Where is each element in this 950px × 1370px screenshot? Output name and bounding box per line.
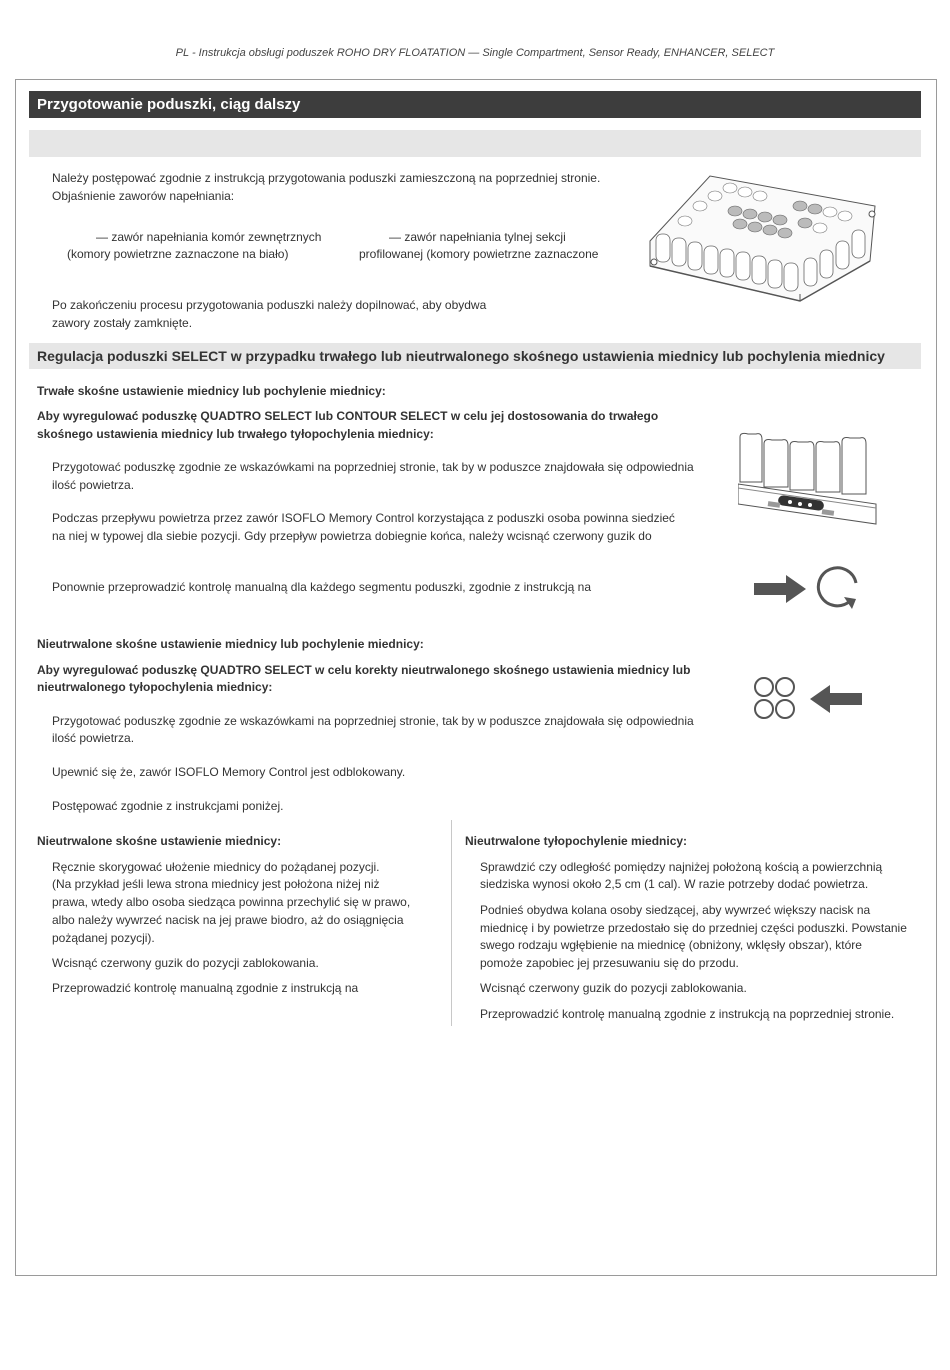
arrow-rotate-icon xyxy=(752,565,864,613)
section-title: Przygotowanie poduszki, ciąg dalszy xyxy=(29,91,921,118)
nonpermanent-heading: Nieutrwalone skośne ustawienie miednicy lub pochylenie miednicy: xyxy=(37,637,424,651)
intro-line-1: Należy postępować zgodnie z instrukcją przygotowania poduszki zamieszczoną na poprzedniej stronie. xyxy=(52,171,601,185)
valve-closeup-icon xyxy=(738,432,878,527)
right-col-p1-1: Sprawdzić czy odległość pomiędzy najniżej położoną kością a powierzchnią xyxy=(480,860,883,874)
right-col-p2-1: Podnieś obydwa kolana osoby siedzącej, aby wywrzeć większy nacisk na xyxy=(480,903,871,917)
intro-line-2: Objaśnienie zaworów napełniania: xyxy=(52,189,235,203)
column-divider xyxy=(451,820,452,1026)
left-col-p2: Wcisnąć czerwony guzik do pozycji zablokowania. xyxy=(52,956,319,970)
page-header: PL - Instrukcja obsługi poduszek ROHO DRY FLOATATION — Single Compartment, Sensor Ready, ENHANCER, SELECT xyxy=(175,47,775,59)
closing-line-2: zawory zostały zamknięte. xyxy=(52,316,193,330)
valve-left-line-1: — zawór napełniania komór zewnętrznych xyxy=(96,230,322,244)
permanent-p3: Ponownie przeprowadzić kontrolę manualną dla każdego segmentu poduszki, zgodnie z instrukcją na xyxy=(52,580,591,594)
right-col-heading: Nieutrwalone tyłopochylenie miednicy: xyxy=(465,834,688,848)
left-col-p1-2: (Na przykład jeśli lewa strona miednicy jest położona niżej niż xyxy=(52,877,380,891)
permanent-p2-2: na niej w typowej dla siebie pozycji. Gdy przepływ powietrza dobiegnie końca, należy wcisnąć czerwony guzik do xyxy=(52,529,652,543)
permanent-heading: Trwałe skośne ustawienie miednicy lub pochylenie miednicy: xyxy=(37,384,386,398)
nonpermanent-p2: Upewnić się że, zawór ISOFLO Memory Control jest odblokowany. xyxy=(52,765,406,779)
nonpermanent-p1-1: Przygotować poduszkę zgodnie ze wskazówkami na poprzedniej stronie, tak by w poduszce znajdowała się odpowiednia xyxy=(52,714,694,728)
select-section-title: Regulacja poduszki SELECT w przypadku trwałego lub nieutrwalonego skośnego ustawienia miednicy lub pochylenia miednicy xyxy=(29,343,921,369)
left-col-p1-3: prawa, wtedy albo osoba siedząca powinna przechylić się w prawo, xyxy=(52,895,411,909)
left-col-heading: Nieutrwalone skośne ustawienie miednicy: xyxy=(37,834,282,848)
right-col-p2-3: swego rodzaju wgłębienie na miednicę (obniżony, wklęsły obszar), które xyxy=(480,938,862,952)
right-col-p3: Wcisnąć czerwony guzik do pozycji zablokowania. xyxy=(480,981,747,995)
permanent-p1-2: ilość powietrza. xyxy=(52,478,135,492)
right-col-p1-2: siedziska wynosi około 2,5 cm (1 cal). W razie potrzeby dodać powietrza. xyxy=(480,877,869,891)
left-col-p1-4: albo należy wywrzeć nacisk na jej prawe biodro, aż do osiągnięcia xyxy=(52,913,404,927)
nonpermanent-sub-1: Aby wyregulować poduszkę QUADTRO SELECT w celu korekty nieutrwalonego skośnego ustawienia miednicy lub xyxy=(37,663,691,677)
left-col-p1-1: Ręcznie skorygować ułożenie miednicy do pożądanej pozycji. xyxy=(52,860,380,874)
valve-right-line-1: — zawór napełniania tylnej sekcji xyxy=(389,230,566,244)
left-col-p3: Przeprowadzić kontrolę manualną zgodnie z instrukcją na xyxy=(52,981,359,995)
permanent-p1-1: Przygotować poduszkę zgodnie ze wskazówkami na poprzedniej stronie, tak by w poduszce znajdowała się odpowiednia xyxy=(52,460,694,474)
nonpermanent-p1-2: ilość powietrza. xyxy=(52,731,135,745)
permanent-sub-1: Aby wyregulować poduszkę QUADTRO SELECT lub CONTOUR SELECT w celu jej dostosowania do trwałego xyxy=(37,409,659,423)
four-circles-arrow-icon xyxy=(752,675,864,723)
left-col-p1-5: pożądanej pozycji). xyxy=(52,931,155,945)
right-col-p4: Przeprowadzić kontrolę manualną zgodnie z instrukcją na poprzedniej stronie. xyxy=(480,1007,895,1021)
right-col-p2-4: pomoże zapobiec jej przesuwaniu się do przodu. xyxy=(480,956,739,970)
nonpermanent-sub-2: nieutrwalonego tyłopochylenia miednicy: xyxy=(37,680,273,694)
permanent-sub-2: skośnego ustawienia miednicy lub trwałego tyłopochylenia miednicy: xyxy=(37,427,434,441)
valve-right-line-2: profilowanej (komory powietrzne zaznaczone xyxy=(359,247,599,261)
permanent-p2-1: Podczas przepływu powietrza przez zawór ISOFLO Memory Control korzystająca z poduszki osoba powinna siedzieć xyxy=(52,511,675,525)
grey-band xyxy=(29,130,921,157)
nonpermanent-p3: Postępować zgodnie z instrukcjami poniżej. xyxy=(52,799,284,813)
right-col-p2-2: miednicę i by powietrze przedostało się do przedniej części poduszki. Powstanie xyxy=(480,921,907,935)
cushion-illustration-icon xyxy=(640,166,890,306)
closing-line-1: Po zakończeniu procesu przygotowania poduszki należy dopilnować, aby obydwa xyxy=(52,298,487,312)
valve-left-line-2: (komory powietrzne zaznaczone na biało) xyxy=(67,247,289,261)
